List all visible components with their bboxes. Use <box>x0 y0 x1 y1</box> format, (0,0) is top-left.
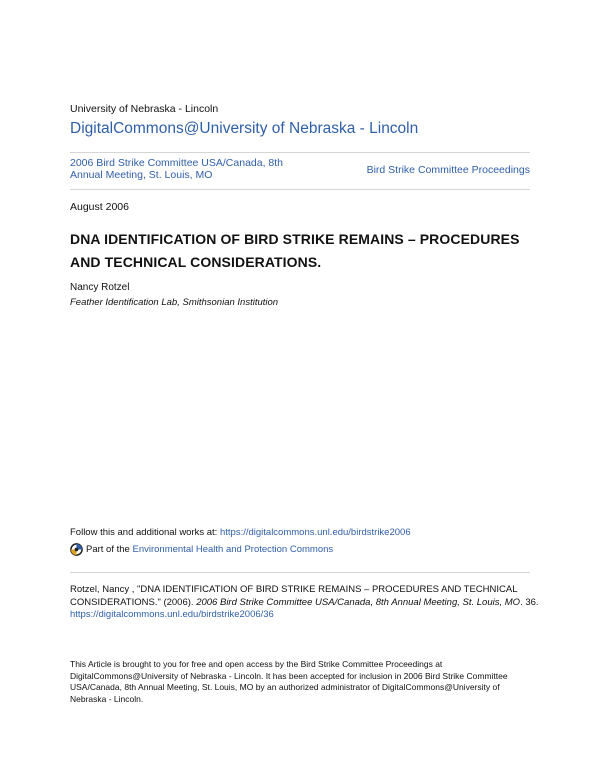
follow-url-link[interactable]: https://digitalcommons.unl.edu/birdstrike2006 <box>219 527 411 538</box>
follow-line <box>70 527 411 538</box>
follow-label: Follow this and additional works at: <box>70 527 220 538</box>
author-affiliation: Feather Identification Lab, Smithsonian Institution <box>70 297 279 308</box>
environmental-health-commons-link[interactable]: Environmental Health and Protection Commons <box>132 544 334 555</box>
publication-date: August 2006 <box>70 201 129 213</box>
recommended-citation <box>70 584 540 622</box>
citation-number: . 36. <box>520 596 539 608</box>
access-notice: This Article is brought to you for free and open access by the Bird Strike Committee Proceedings at DigitalCommons@University of Nebraska - Lincoln. It has been accepted for inclusion in 2006 Bird Strike Committee USA/Canada, 8th Annual Meeting, St. Louis, MO by an authorized administrator of DigitalCommons@University of Nebraska - Lincoln. <box>70 659 508 704</box>
collection-link[interactable]: Bird Strike Committee Proceedings <box>366 164 530 176</box>
commons-network-icon <box>70 543 83 556</box>
part-of-line <box>70 543 333 556</box>
part-of-label: Part of the <box>86 544 130 555</box>
divider <box>70 572 530 573</box>
citation-venue: 2006 Bird Strike Committee USA/Canada, 8th Annual Meeting, St. Louis, MO <box>196 596 521 608</box>
citation-text: Rotzel, Nancy , "DNA IDENTIFICATION OF BIRD STRIKE REMAINS – PROCEDURES AND TECHNICAL CONSIDERATIONS." (2006). <box>70 584 518 608</box>
divider <box>70 189 530 190</box>
divider <box>70 152 530 153</box>
institution-name: University of Nebraska - Lincoln <box>70 103 219 115</box>
meeting-series-link[interactable]: 2006 Bird Strike Committee USA/Canada, 8th Annual Meeting, St. Louis, MO <box>70 157 284 181</box>
article-title: DNA IDENTIFICATION OF BIRD STRIKE REMAINS – PROCEDURES AND TECHNICAL CONSIDERATIONS. <box>70 231 520 270</box>
author-name: Nancy Rotzel <box>70 282 130 293</box>
citation-url-link[interactable]: https://digitalcommons.unl.edu/birdstrike2006/36 <box>70 609 274 620</box>
repository-link[interactable]: DigitalCommons@University of Nebraska - Lincoln <box>70 120 419 137</box>
